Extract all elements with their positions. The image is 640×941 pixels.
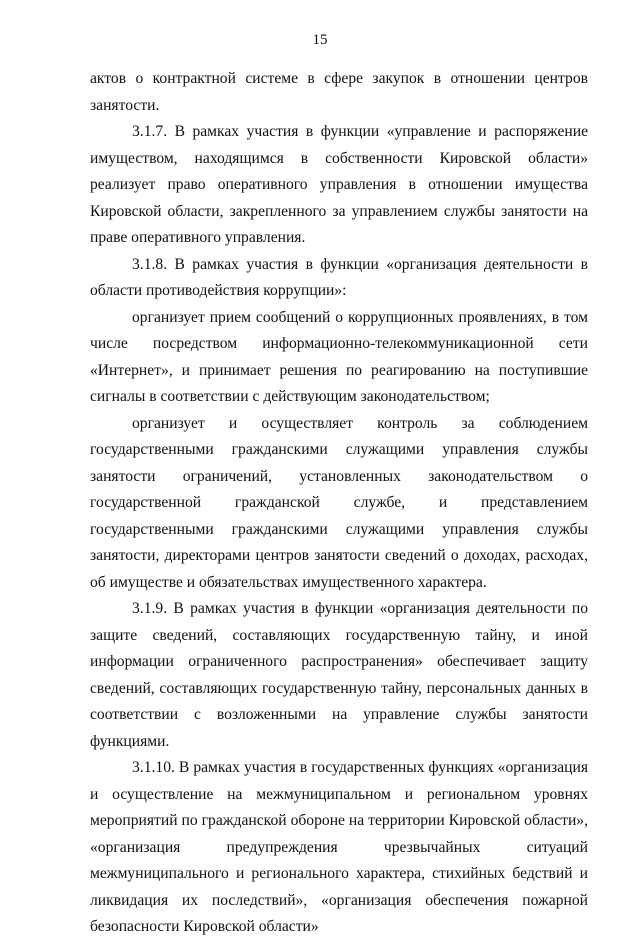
paragraph-continuation: актов о контрактной системе в сфере закупок в отношении центров занятости. (90, 70, 588, 114)
paragraph-3-1-9: 3.1.9. В рамках участия в функции «организация деятельности по защите сведений, составляющих государственную тайну, и иной информации ограниченного распространения» обеспечивает защиту сведений, составляющих государственную тайну, персональных данных в соответствии с возложенными на управление службы занятости функциями. (90, 600, 588, 750)
paragraph-3-1-10: 3.1.10. В рамках участия в государственных функциях «организация и осуществление на межмуниципальном и региональном уровнях мероприятий по гражданской обороне на территории Кировской области», «организация предупреждения чрезвычайных ситуаций межмуниципального и регионального характера, стихийных бедствий и ликвидация их последствий», «организация обеспечения пожарной безопасности Кировской области» (90, 759, 588, 935)
document-body (90, 66, 588, 941)
paragraph-3-1-7: 3.1.7. В рамках участия в функции «управление и распоряжение имуществом, находящимся в собственности Кировской области» реализует право оперативного управления в отношении имущества Кировской области, закрепленного за управлением службы занятости на праве оперативного управления. (90, 123, 588, 246)
paragraph-corruption-reports: организует прием сообщений о коррупционных проявлениях, в том числе посредством информационно-телекоммуникационной сети «Интернет», и принимает решения по реагированию на поступившие сигналы в соответствии с действующим законодательством; (90, 308, 588, 405)
page-number: 15 (312, 32, 328, 48)
paragraph-3-1-8: 3.1.8. В рамках участия в функции «организация деятельности в области противодействия коррупции»: (90, 255, 588, 299)
paragraph-compliance-control: организует и осуществляет контроль за соблюдением государственными гражданскими служащими управления службы занятости ограничений, установленных законодательством о государственной гражданской службе, и представлением государственными гражданскими служащими управления службы занятости, директорами центров занятости сведений о доходах, расходах, об имуществе и обязательствах имущественного характера. (90, 414, 588, 591)
